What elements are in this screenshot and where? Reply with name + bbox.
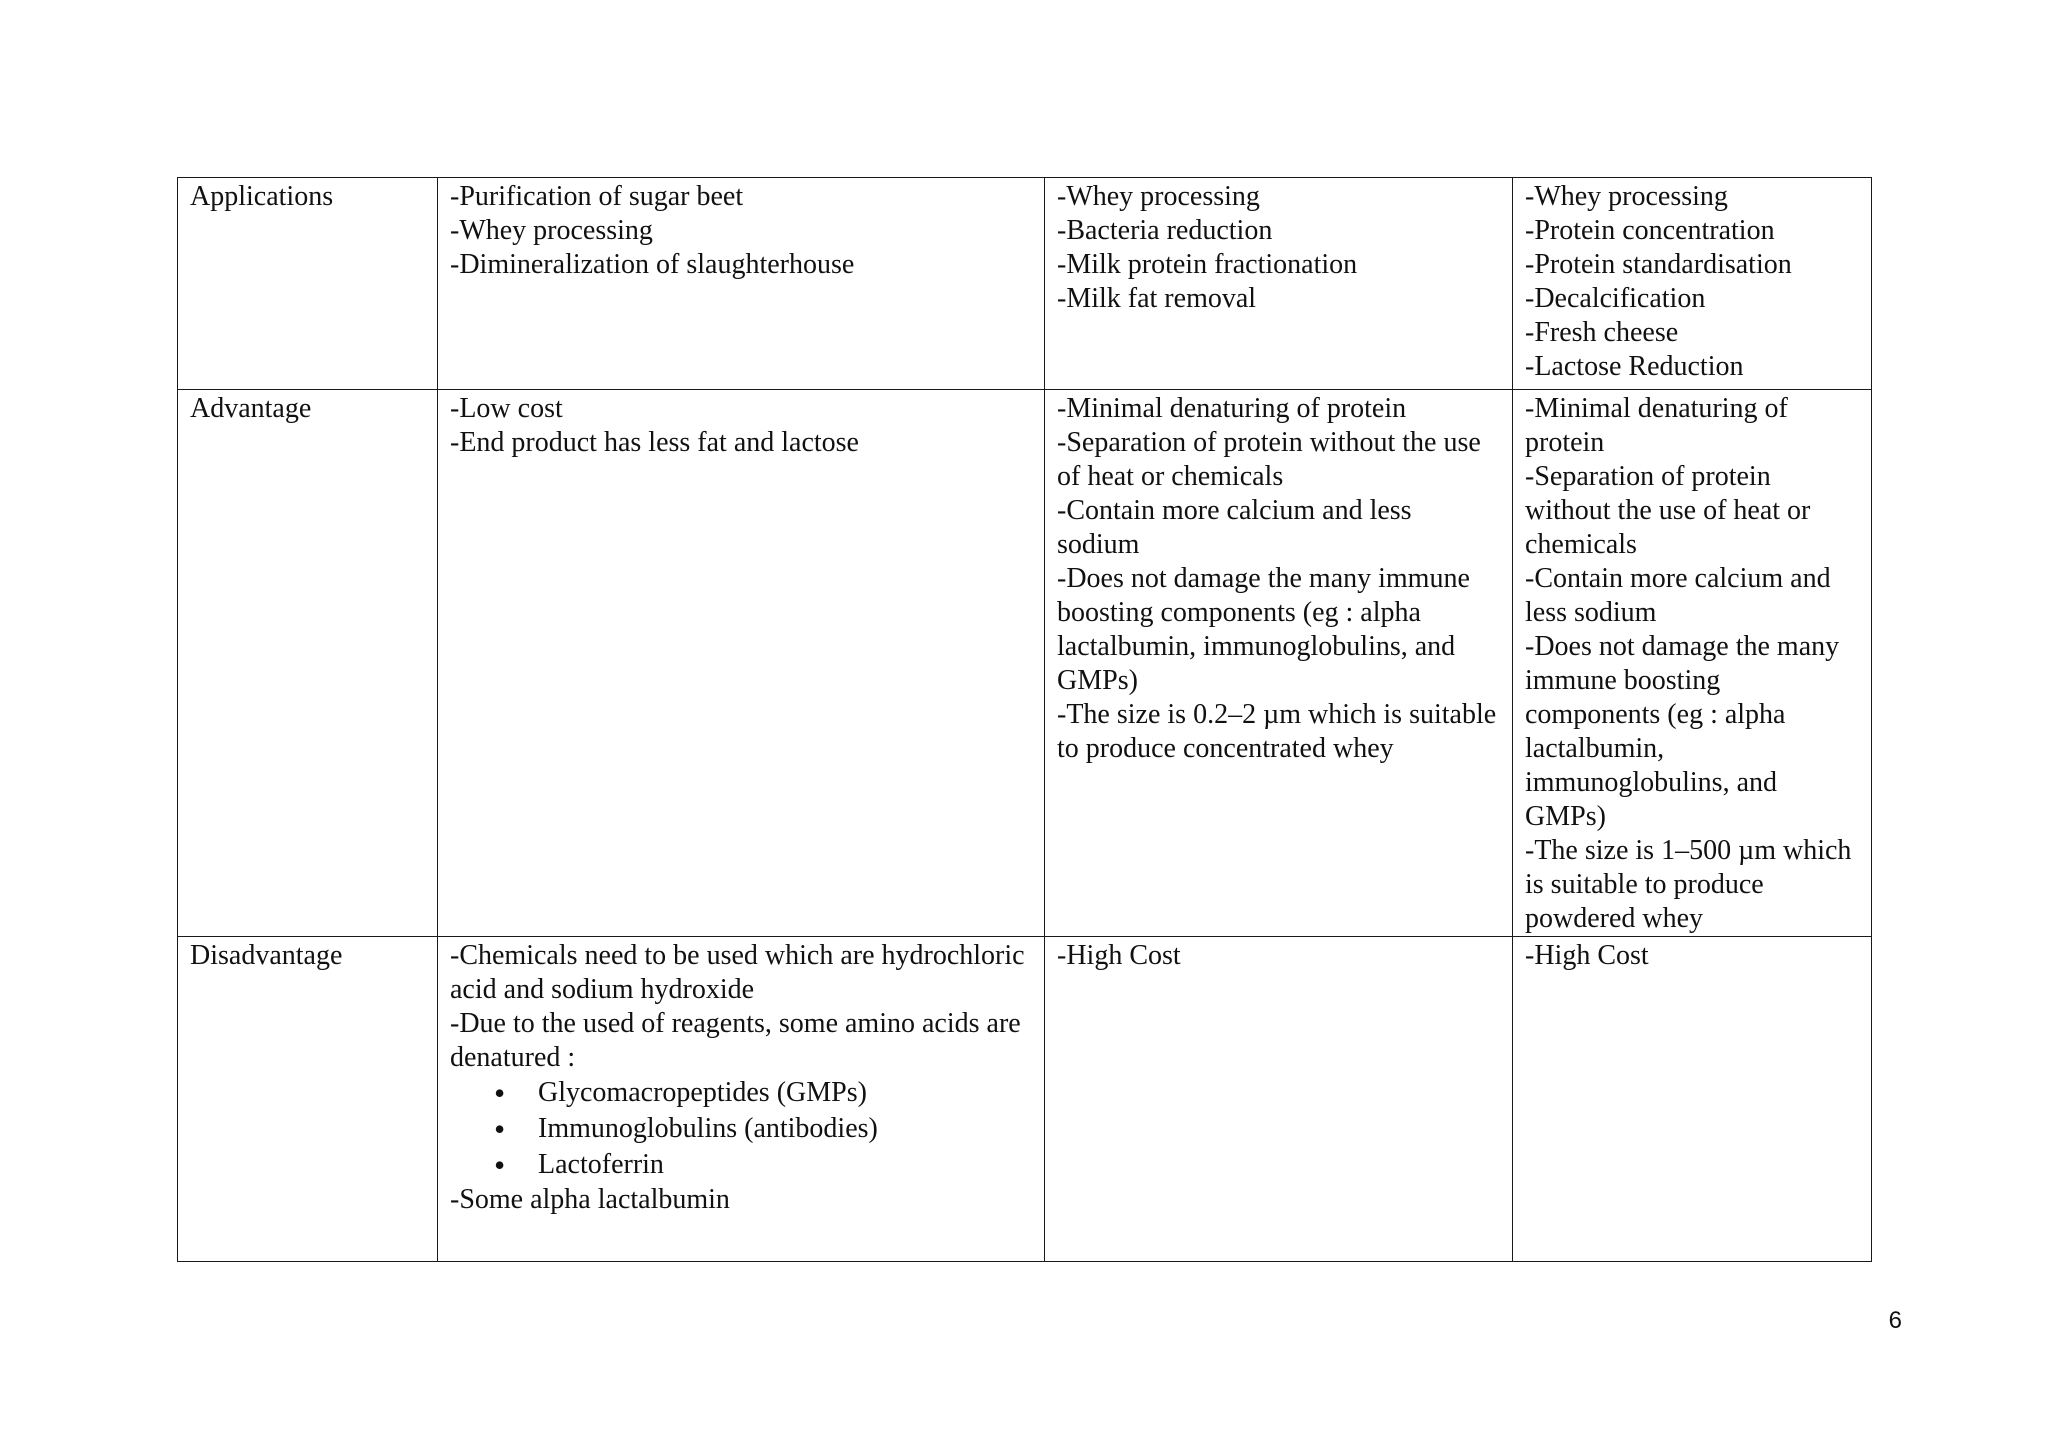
row-label (178, 178, 438, 390)
table-cell (438, 178, 1045, 390)
table-cell (438, 390, 1045, 937)
cell-line: -Protein concentration (1525, 215, 1775, 246)
cell-line: -Dimineralization of slaughterhouse (450, 249, 855, 280)
cell-line: -Some alpha lactalbumin (450, 1184, 730, 1215)
cell-line: -Lactose Reduction (1525, 351, 1744, 382)
table-cell (1513, 937, 1872, 1262)
cell-line: -Minimal denaturing of protein (1525, 393, 1788, 458)
cell-line: -The size is 1–500 µm which is suitable to produce powdered whey (1525, 835, 1852, 934)
row-label (178, 937, 438, 1262)
cell-line: -Due to the used of reagents, some amino acids are denatured : (450, 1008, 1021, 1073)
bullet-item: • Immunoglobulins (antibodies) (538, 1111, 1032, 1147)
table-row-disadvantage (178, 937, 1872, 1262)
cell-line: -Separation of protein without the use of heat or chemicals (1057, 427, 1481, 492)
table-cell (1045, 390, 1513, 937)
cell-line: -Fresh cheese (1525, 317, 1679, 348)
cell-line: -Does not damage the many immune boosting components (eg : alpha lactalbumin, immunoglobulins, and GMPs) (1525, 631, 1840, 832)
cell-line: -High Cost (1057, 940, 1181, 971)
table-row-applications (178, 178, 1872, 390)
cell-line: -Separation of protein without the use of heat or chemicals (1525, 461, 1811, 560)
row-label (178, 390, 438, 937)
bullet-item: • Lactoferrin (538, 1147, 1032, 1183)
cell-line: -Purification of sugar beet (450, 181, 744, 212)
cell-line: -Milk fat removal (1057, 283, 1257, 314)
table-cell (438, 937, 1045, 1262)
table-cell (1513, 178, 1872, 390)
table-cell (1045, 178, 1513, 390)
page-number: 6 (1888, 1307, 1902, 1334)
table-row-advantage (178, 390, 1872, 937)
cell-line: -The size is 0.2–2 µm which is suitable to produce concentrated whey (1057, 699, 1497, 764)
row-label-text: Disadvantage (190, 940, 343, 971)
cell-line: -Contain more calcium and less sodium (1525, 563, 1831, 628)
row-label-text: Advantage (190, 393, 312, 424)
cell-line: -Does not damage the many immune boosting components (eg : alpha lactalbumin, immunoglobulins, and GMPs) (1057, 563, 1470, 696)
cell-line: -Minimal denaturing of protein (1057, 393, 1407, 424)
bullet-list (450, 1075, 1032, 1183)
cell-line: -Whey processing (450, 215, 653, 246)
cell-line: -Bacteria reduction (1057, 215, 1273, 246)
comparison-table (177, 177, 1872, 1262)
table-cell (1513, 390, 1872, 937)
cell-line: -Whey processing (1057, 181, 1260, 212)
cell-line: -Chemicals need to be used which are hydrochloric acid and sodium hydroxide (450, 940, 1025, 1005)
cell-line: -Protein standardisation (1525, 249, 1792, 280)
cell-line: -Contain more calcium and less sodium (1057, 495, 1412, 560)
cell-line: -Decalcification (1525, 283, 1706, 314)
cell-line: -Milk protein fractionation (1057, 249, 1358, 280)
row-label-text: Applications (190, 181, 334, 212)
cell-line: -Whey processing (1525, 181, 1728, 212)
table-cell (1045, 937, 1513, 1262)
cell-line: -High Cost (1525, 940, 1649, 971)
cell-line: -End product has less fat and lactose (450, 427, 859, 458)
cell-line: -Low cost (450, 393, 563, 424)
bullet-item: • Glycomacropeptides (GMPs) (538, 1075, 1032, 1111)
